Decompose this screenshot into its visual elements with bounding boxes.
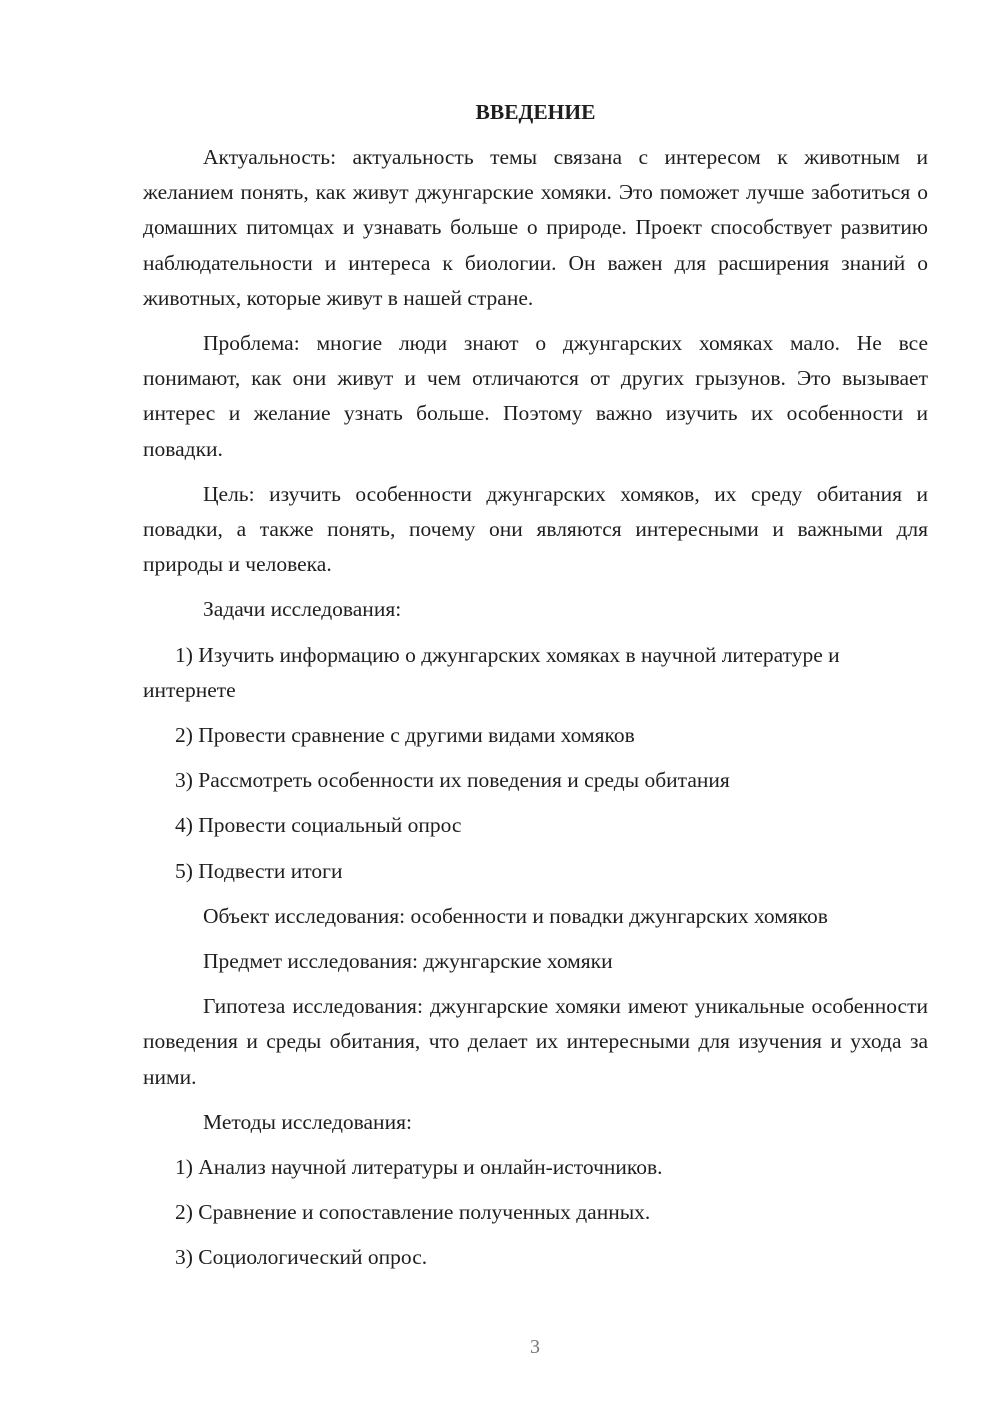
tasks-heading: Задачи исследования: — [203, 597, 402, 622]
page-title: ВВЕДЕНИЕ — [475, 100, 596, 124]
goal-paragraph: Цель: изучить особенности джунгарских хомяков, их среду обитания и повадки, а также понять, почему они являются интересными и важными для природы и человека. — [143, 481, 928, 577]
problem-paragraph: Проблема: многие люди знают о джунгарских хомяках мало. Не все понимают, как они живут и чем отличаются от других грызунов. Это вызывает интерес и желание узнать больше. Поэтому важно изучить их особенности и повадки. — [143, 331, 928, 461]
method-item-2: 2) Сравнение и сопоставление полученных данных. — [175, 1200, 651, 1225]
relevance-paragraph: Актуальность: актуальность темы связана с интересом к животным и желанием понять, как живут джунгарские хомяки. Это поможет лучше заботиться о домашних питомцах и узнавать больше о природе. Проект способствует развитию наблюдательности и интереса к биологии. Он важен для расширения знаний о животных, которые живут в нашей стране. — [143, 145, 928, 310]
task-item-1: 1) Изучить информацию о джунгарских хомяках в научной литературе и интернете — [143, 642, 840, 702]
page-number: 3 — [530, 1336, 540, 1358]
task-item-3: 3) Рассмотреть особенности их поведения и среды обитания — [175, 768, 730, 793]
method-item-1: 1) Анализ научной литературы и онлайн-источников. — [175, 1155, 663, 1180]
research-subject: Предмет исследования: джунгарские хомяки — [203, 949, 613, 974]
task-item-4: 4) Провести социальный опрос — [175, 813, 462, 838]
hypothesis-paragraph: Гипотеза исследования: джунгарские хомяки имеют уникальные особенности поведения и среды обитания, что делает их интересными для изучения и ухода за ними. — [143, 994, 928, 1089]
research-object: Объект исследования: особенности и повадки джунгарских хомяков — [203, 903, 828, 928]
task-item-5: 5) Подвести итоги — [175, 858, 343, 883]
methods-heading: Методы исследования: — [203, 1109, 412, 1134]
task-item-2: 2) Провести сравнение с другими видами хомяков — [175, 723, 635, 748]
document-body — [143, 95, 928, 1286]
method-item-3: 3) Социологический опрос. — [175, 1245, 428, 1270]
